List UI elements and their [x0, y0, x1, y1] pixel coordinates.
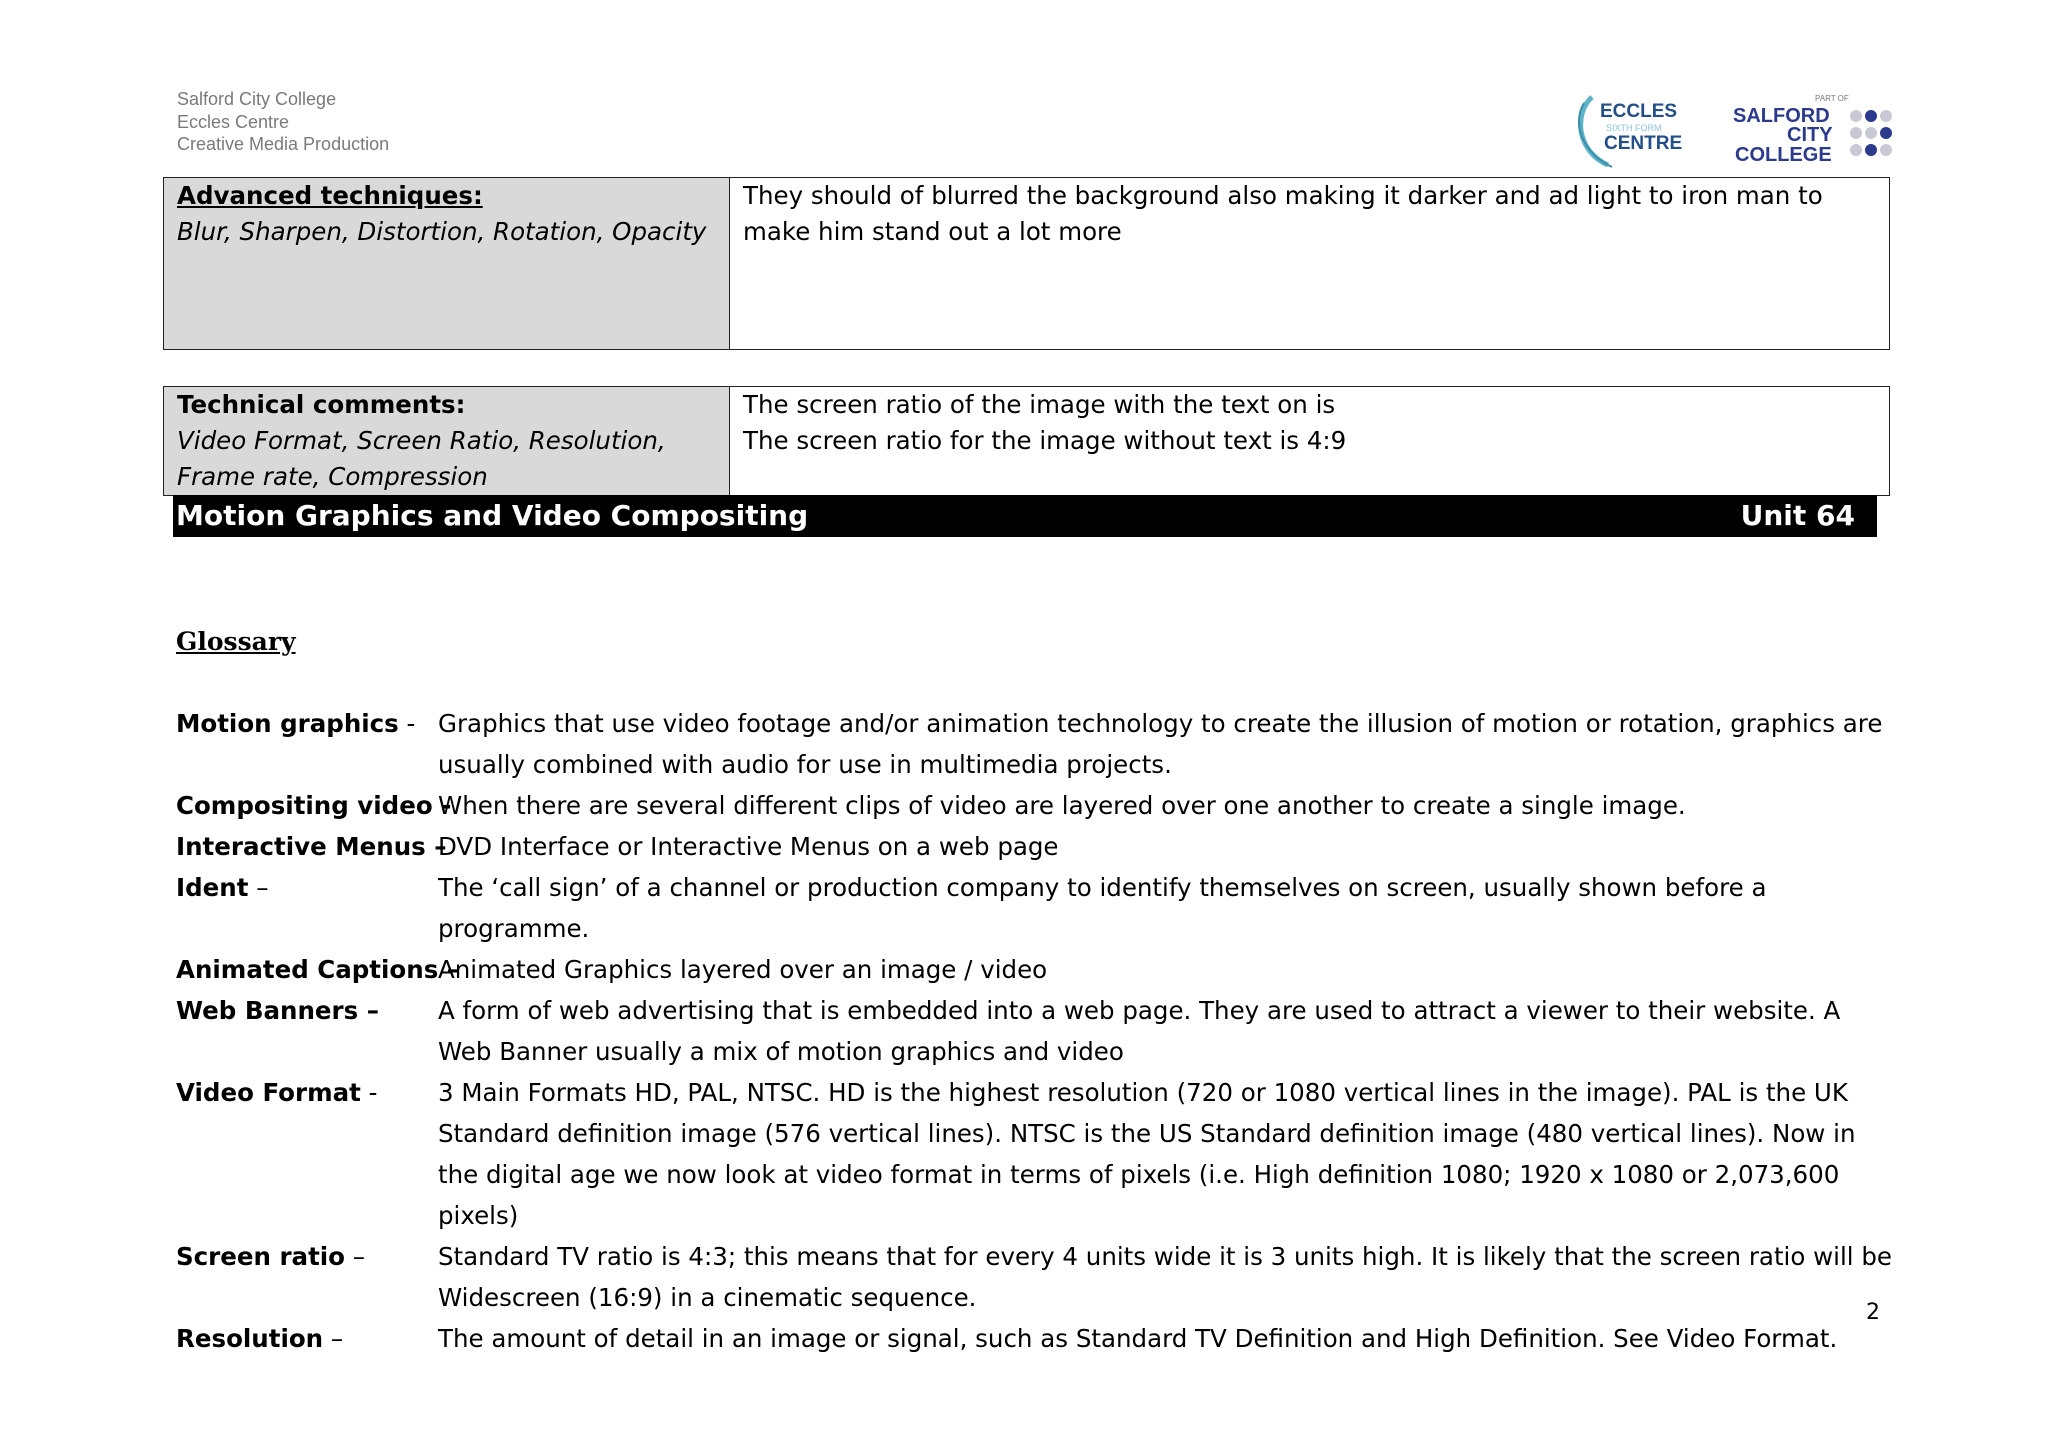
document-header: [177, 88, 389, 156]
glossary-title: Glossary: [176, 627, 296, 656]
glossary-term-separator: –: [323, 1324, 344, 1353]
eccles-logo-line1: ECCLES: [1600, 101, 1678, 122]
technical-comments-subtitle-1: Video Format, Screen Ratio, Resolution,: [177, 426, 666, 455]
glossary-definition: Graphics that use video footage and/or animation technology to create the illusion of motion or rotation, graphics are usually combined with audio for use in multimedia projects.: [438, 709, 1883, 779]
glossary-term: [176, 949, 459, 990]
eccles-logo-line3: CENTRE: [1604, 133, 1682, 154]
unit-bar-title: Motion Graphics and Video Compositing: [176, 499, 809, 532]
glossary-term-text: Animated Captions –: [176, 955, 460, 984]
glossary-definition: DVD Interface or Interactive Menus on a web page: [438, 832, 1059, 861]
eccles-logo-line2: SIXTH FORM: [1606, 123, 1662, 133]
technical-comments-table: [163, 386, 1890, 496]
header-course: Creative Media Production: [177, 134, 390, 154]
glossary-entry: [176, 867, 1896, 949]
glossary-entry: [176, 826, 1896, 867]
glossary-definition: The ‘call sign’ of a channel or production company to identify themselves on screen, usually shown before a programme.: [438, 873, 1767, 943]
technical-comments-title: Technical comments:: [177, 390, 466, 419]
glossary-entry: [176, 1072, 1896, 1236]
technical-comments-answer-cell: [730, 387, 1890, 496]
glossary-term-separator: –: [248, 873, 269, 902]
salford-logo-line3: COLLEGE: [1735, 144, 1832, 166]
glossary-term-text: Motion graphics: [176, 709, 399, 738]
glossary-entry: [176, 785, 1896, 826]
technical-comments-subtitle-2: Frame rate, Compression: [177, 462, 488, 491]
salford-city-college-logo: [1733, 93, 1893, 169]
glossary-term-text: Video Format: [176, 1078, 361, 1107]
glossary-entry: [176, 990, 1896, 1072]
glossary-term-separator: -: [360, 1078, 378, 1107]
glossary-definition: Standard TV ratio is 4:3; this means that for every 4 units wide it is 3 units high. It is likely that the screen ratio will be Widescreen (16:9) in a cinematic sequence.: [438, 1242, 1893, 1312]
glossary-term-text: Resolution: [176, 1324, 324, 1353]
advanced-techniques-label-cell: [164, 178, 730, 350]
salford-logo-line1: SALFORD: [1733, 105, 1830, 127]
glossary-term-separator: –: [345, 1242, 366, 1271]
technical-comments-answer-1: The screen ratio of the image with the text on is: [743, 390, 1336, 419]
glossary-term: [176, 785, 451, 826]
page-number: 2: [1866, 1300, 1880, 1325]
technical-comments-label-cell: [164, 387, 730, 496]
glossary-term-text: Web Banners –: [176, 996, 379, 1025]
advanced-techniques-title: Advanced techniques:: [177, 181, 483, 210]
glossary-term-text: Interactive Menus –: [176, 832, 447, 861]
glossary-term-text: Compositing video -: [176, 791, 452, 820]
unit-title-bar: [173, 495, 1877, 537]
glossary-entry: [176, 1236, 1896, 1318]
advanced-techniques-answer-cell: [730, 178, 1890, 350]
glossary-definition: The amount of detail in an image or signal, such as Standard TV Definition and High Definition. See Video Format.: [438, 1324, 1838, 1353]
glossary-term: [176, 826, 447, 867]
glossary-term-text: Ident: [176, 873, 249, 902]
glossary-definition: 3 Main Formats HD, PAL, NTSC. HD is the highest resolution (720 or 1080 vertical lines in the image). PAL is the UK Standard definition image (576 vertical lines). NTSC is the US Standard definition image (480 vertical lines). Now in the digital age we now look at video format in terms of pixels (i.e. High definition 1080; 1920 x 1080 or 2,073,600 pixels): [438, 1078, 1856, 1230]
glossary-definition: A form of web advertising that is embedded into a web page. They are used to attract a viewer to their website. A Web Banner usually a mix of motion graphics and video: [438, 996, 1841, 1066]
advanced-techniques-answer: They should of blurred the background also making it darker and ad light to iron man to make him stand out a lot more: [743, 181, 1823, 246]
advanced-techniques-subtitle: Blur, Sharpen, Distortion, Rotation, Opacity: [177, 217, 707, 246]
glossary-list: [176, 703, 1896, 1359]
glossary-entry: [176, 1318, 1896, 1359]
glossary-definition: When there are several different clips of video are layered over one another to create a single image.: [438, 791, 1686, 820]
glossary-definition: Animated Graphics layered over an image / video: [438, 955, 1048, 984]
glossary-term: [176, 1072, 378, 1113]
glossary-term: [176, 703, 415, 744]
salford-logo-line2: CITY: [1787, 124, 1833, 146]
glossary-term: [176, 1236, 365, 1277]
glossary-entry: [176, 703, 1896, 785]
glossary-term: [176, 990, 379, 1031]
glossary-term-text: Screen ratio: [176, 1242, 346, 1271]
salford-logo-tag: PART OF: [1815, 94, 1849, 103]
glossary-term: [176, 867, 268, 908]
technical-comments-answer-2: The screen ratio for the image without text is 4:9: [743, 426, 1347, 455]
advanced-techniques-table: [163, 177, 1890, 350]
header-centre: Eccles Centre: [177, 111, 290, 132]
glossary-entry: [176, 949, 1896, 990]
glossary-term: [176, 1318, 343, 1359]
unit-bar-number: Unit 64: [1740, 499, 1855, 532]
glossary-term-separator: -: [398, 709, 416, 738]
header-college: Salford City College: [177, 89, 337, 109]
eccles-centre-logo: [1578, 93, 1682, 169]
